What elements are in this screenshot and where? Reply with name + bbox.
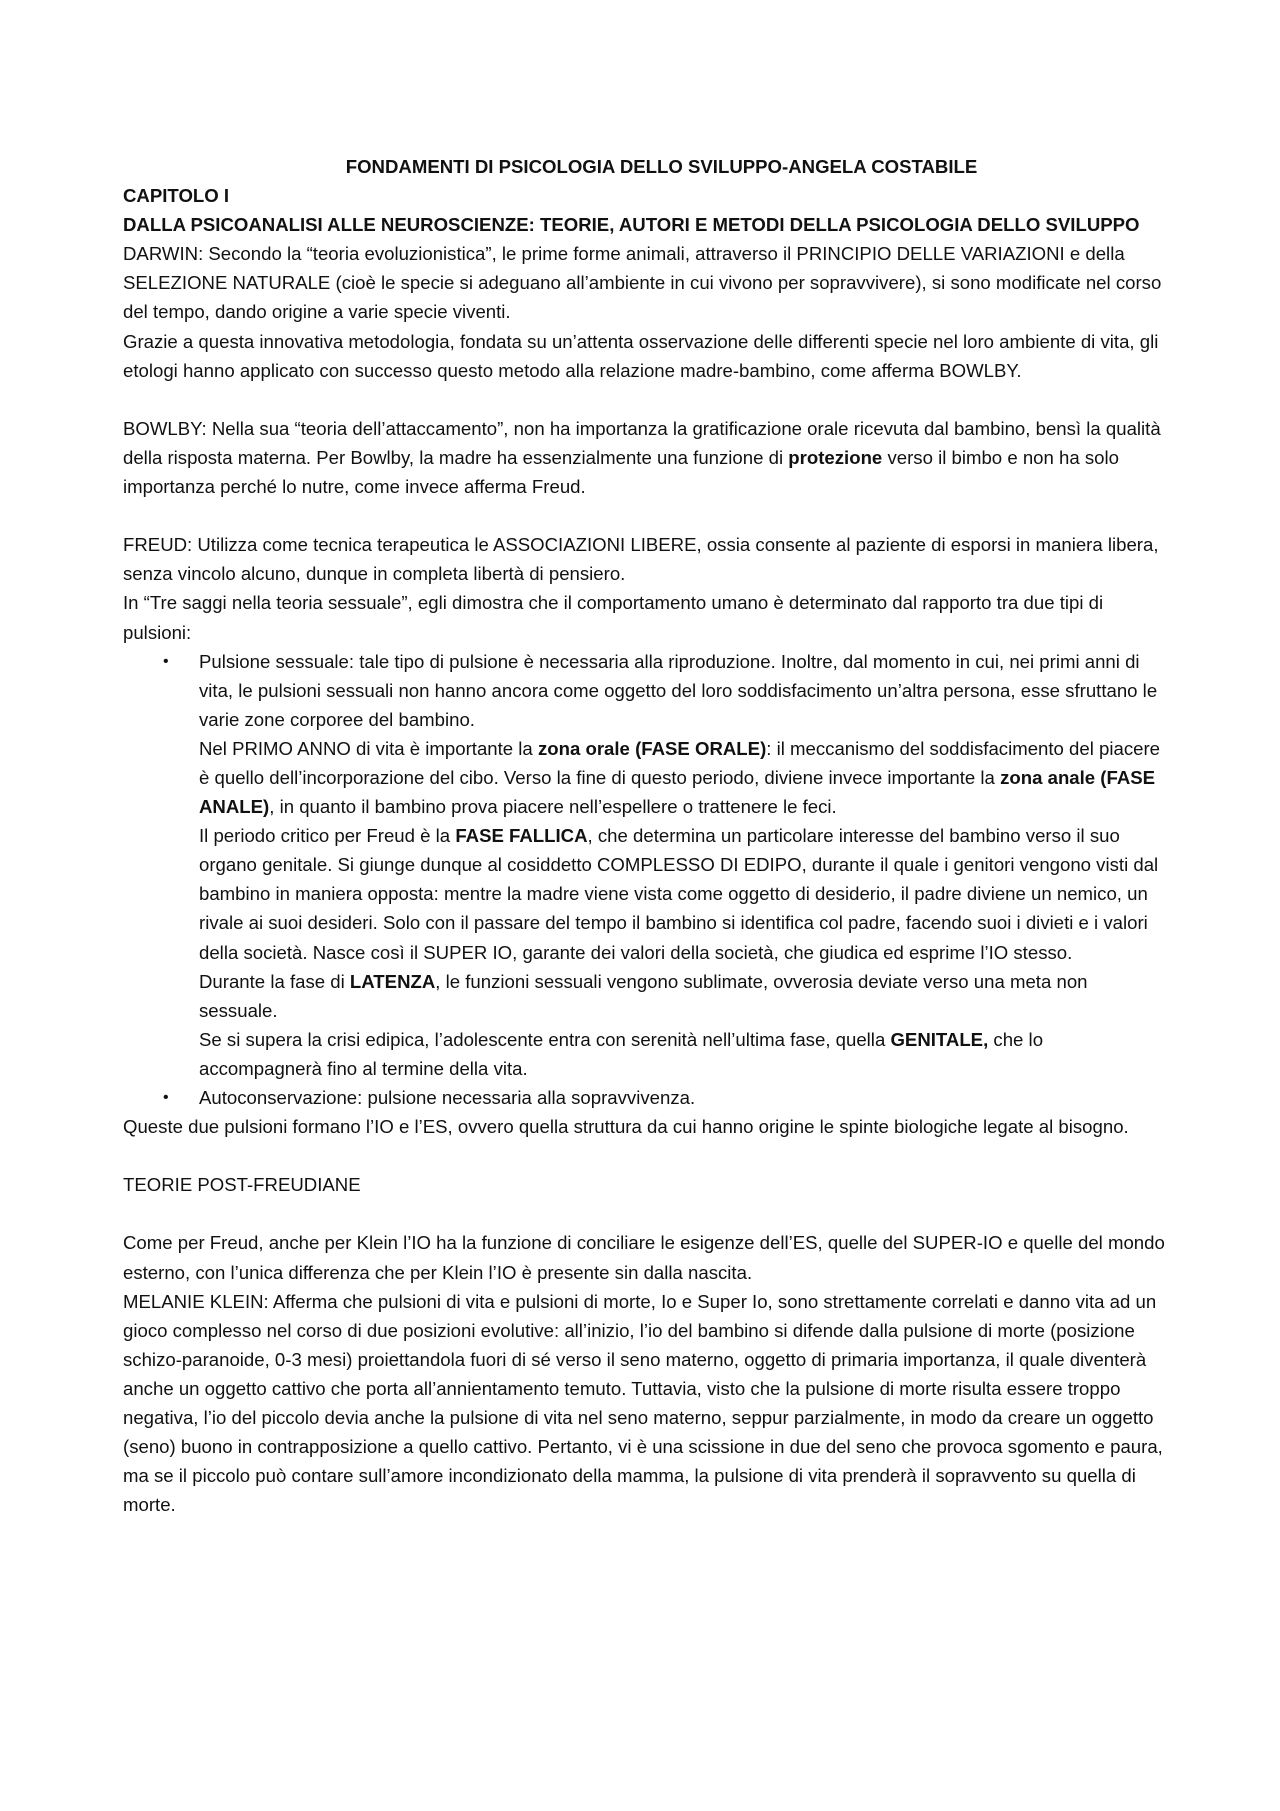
klein-intro-paragraph: Come per Freud, anche per Klein l’IO ha la funzione di conciliare le esigenze dell’ES, quelle del SUPER-IO e quelle del mondo esterno, con l’unica differenza che per Klein l’IO è presente sin dalla nascita. [123, 1232, 1165, 1283]
bold-term: LATENZA [349, 970, 436, 992]
spacer [123, 1141, 1166, 1170]
bold-term: GENITALE, [890, 1028, 989, 1050]
text-run: che lo accompagnerà fino al termine della vita. [199, 1028, 1044, 1079]
bullet-icon: • [163, 1089, 169, 1106]
chapter-heading: CAPITOLO I [123, 185, 230, 207]
freud-pulsioni-intro: In “Tre saggi nella teoria sessuale”, egli dimostra che il comportamento umano è determinato dal rapporto tra due tipi di pulsioni: [123, 592, 1104, 643]
pulsione-sessuale-text: Pulsione sessuale: tale tipo di pulsione è necessaria alla riproduzione. Inoltre, dal momento in cui, nei primi anni di vita, le pulsioni sessuali non hanno ancora come oggetto del loro soddisfacimento un’altra persona, esse sfruttano le varie zone corporee del bambino. [199, 650, 1158, 730]
bold-term: FASE FALLICA [455, 825, 588, 847]
text-run: : il meccanismo del soddisfacimento del piacere è quello dell’incorporazione del cibo. Verso la fine di questo periodo, diviene invece importante la [199, 737, 1161, 788]
document-title: FONDAMENTI DI PSICOLOGIA DELLO SVILUPPO-ANGELA COSTABILE [345, 156, 978, 177]
chapter-subtitle: DALLA PSICOANALISI ALLE NEUROSCIENZE: TEORIE, AUTORI E METODI DELLA PSICOLOGIA DELLO SVILUPPO [123, 214, 1140, 236]
fase-fallica-text [199, 821, 1166, 966]
autoconservazione-text: Autoconservazione: pulsione necessaria alla sopravvivenza. [199, 1087, 696, 1108]
klein-paragraph: MELANIE KLEIN: Afferma che pulsioni di vita e pulsioni di morte, Io e Super Io, sono strettamente correlati e danno vita ad un gioco complesso nel corso di due posizioni evolutive: all’inizio, l’io del bambino si difende dalla pulsione di morte (posizione schizo-paranoide, 0-3 mesi) proiettandola fuori di sé verso il seno materno, oggetto di primaria importanza, il quale diventerà anche un oggetto cattivo che porta all’annientamento temuto. Tuttavia, visto che la pulsione di morte risulta essere troppo negativa, l’io del piccolo devia anche la pulsione di vita nel seno materno, seppur parzialmente, in modo da creare un oggetto (seno) buono in contrapposizione a quello cattivo. Pertanto, vi è una scissione in due del seno che provoca sgomento e paura, ma se il piccolo può contare sull’amore incondizionato della mamma, la pulsione di vita prenderà il sopravvento su quella di morte. [123, 1290, 1163, 1516]
pulsioni-conclusion: Queste due pulsioni formano l’IO e l’ES, ovvero quella struttura da cui hanno origine le spinte biologiche legate al bisogno. [123, 1116, 1129, 1138]
text-run: , che determina un particolare interesse del bambino verso il suo organo genitale. Si giunge dunque al cosiddetto COMPLESSO DI EDIPO, durante il quale i genitori vengono visti dal bambino in maniera opposta: mentre la madre viene vista come oggetto di desiderio, il padre diviene un nemico, un rivale ai suoi desideri. Solo con il passare del tempo il bambino si identifica col padre, facendo suoi i divieti e i valori della società. Nasce così il SUPER IO, garante dei valori della società, che giudica ed esprime l’IO stesso. [199, 825, 1159, 963]
pulsioni-list [123, 647, 1166, 1113]
darwin-paragraph: DARWIN: Secondo la “teoria evoluzionistica”, le prime forme animali, attraverso il PRINCIPIO DELLE VARIAZIONI e della SELEZIONE NATURALE (cioè le specie si adeguano all’ambiente in cui vivono per sopravvivere), si sono modificate nel corso del tempo, dando origine a varie specie viventi. [123, 243, 1162, 323]
etologi-paragraph: Grazie a questa innovativa metodologia, fondata su un’attenta osservazione delle differenti specie nel loro ambiente di vita, gli etologi hanno applicato con successo questo metodo alla relazione madre-bambino, come afferma BOWLBY. [123, 330, 1159, 381]
text-run: , in quanto il bambino prova piacere nell’espellere o trattenere le feci. [269, 796, 837, 818]
bowlby-paragraph [123, 414, 1166, 501]
bold-term: zona orale (FASE ORALE) [537, 737, 767, 759]
bowlby-bold-term: protezione [788, 446, 883, 468]
list-item [123, 647, 1166, 1083]
freud-paragraph: FREUD: Utilizza come tecnica terapeutica le ASSOCIAZIONI LIBERE, ossia consente al paziente di esporsi in maniera libera, senza vincolo alcuno, dunque in completa libertà di pensiero. [123, 534, 1159, 585]
spacer [123, 1199, 1166, 1228]
list-item [123, 1083, 1166, 1112]
bowlby-text-2: verso il bimbo e non ha solo importanza perché lo nutre, come invece afferma Freud. [123, 446, 1119, 498]
text-run: , le funzioni sessuali vengono sublimate, ovverosia deviate verso una meta non sessuale. [199, 970, 1088, 1021]
fase-orale-anale-text [199, 734, 1166, 821]
text-run: Se si supera la crisi edipica, l’adolescente entra con serenità nell’ultima fase, quella [199, 1028, 891, 1050]
bold-term: zona anale (FASE ANALE) [199, 766, 1156, 818]
text-run: Il periodo critico per Freud è la [199, 825, 456, 847]
post-freud-heading: TEORIE POST-FREUDIANE [123, 1174, 361, 1196]
bullet-icon: • [163, 652, 169, 670]
latenza-text [199, 967, 1166, 1025]
genitale-text [199, 1025, 1166, 1083]
spacer [123, 501, 1166, 530]
text-run: Nel PRIMO ANNO di vita è importante la [199, 737, 538, 759]
bowlby-text-1: BOWLBY: Nella sua “teoria dell’attaccamento”, non ha importanza la gratificazione orale ricevuta dal bambino, bensì la qualità della risposta materna. Per Bowlby, la madre ha essenzialmente una funzione di [123, 417, 1161, 468]
spacer [123, 385, 1166, 414]
text-run: Durante la fase di [199, 970, 350, 992]
